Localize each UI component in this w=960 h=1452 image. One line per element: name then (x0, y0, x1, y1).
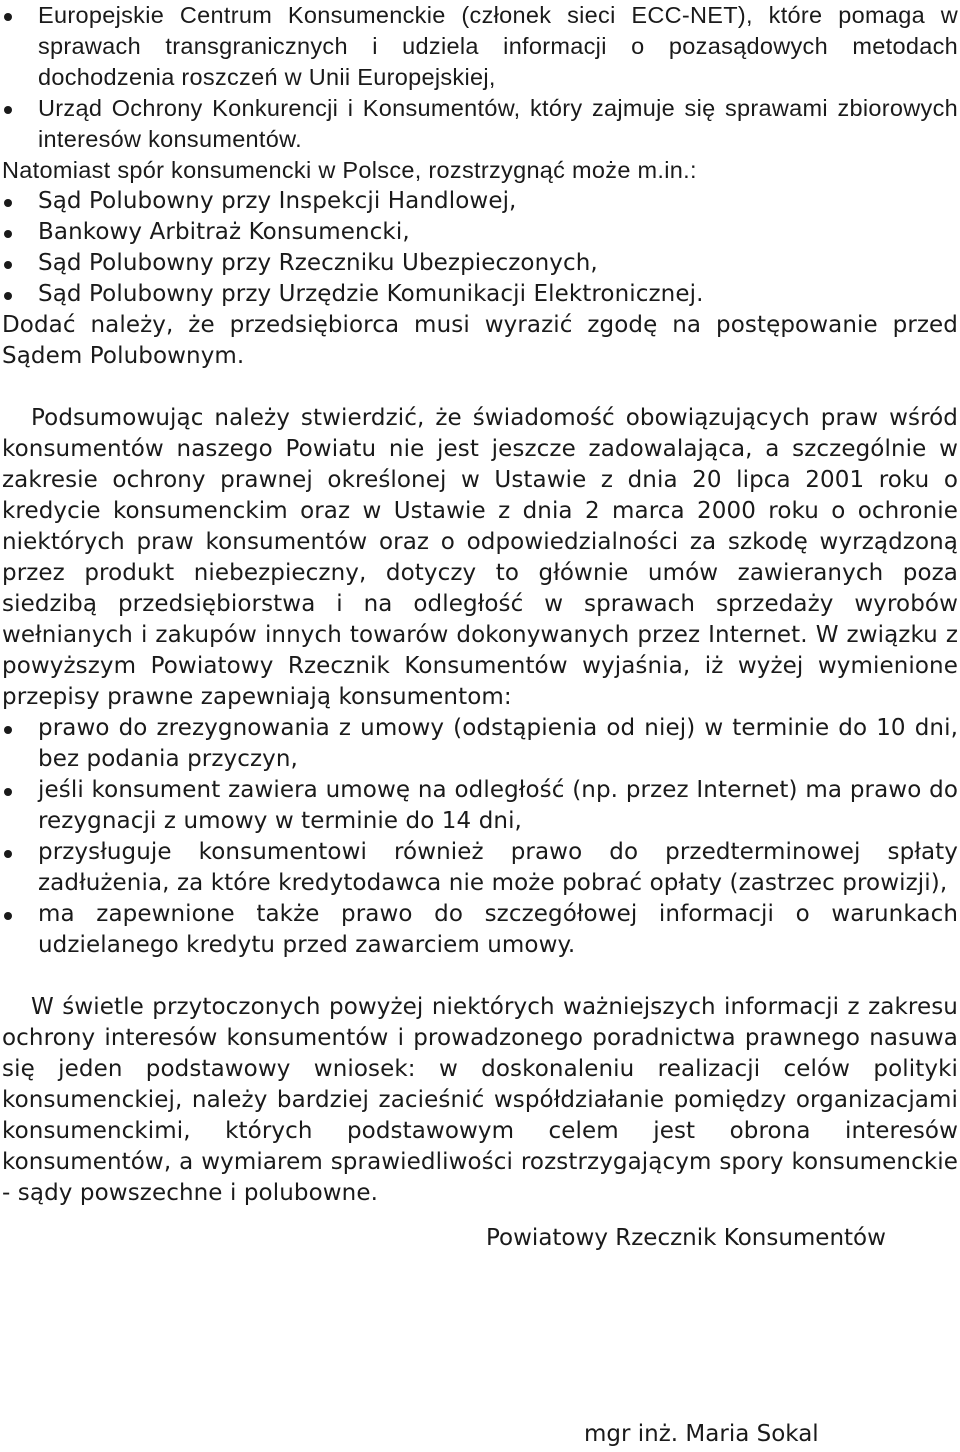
list-item: jeśli konsument zawiera umowę na odległość (np. przez Internet) ma prawo do rezygnacji z umowy w terminie do 14 dni, (2, 775, 958, 837)
courts-list (2, 186, 958, 310)
list-item: Urząd Ochrony Konkurencji i Konsumentów, który zajmuje się sprawami zbiorowych interesów konsumentów. (2, 93, 958, 155)
note-paragraph: Dodać należy, że przedsiębiorca musi wyrazić zgodę na postępowanie przed Sądem Polubownym. (2, 312, 958, 369)
rights-list (2, 713, 958, 961)
bullet-icon (4, 261, 12, 269)
bullet-icon (4, 230, 12, 238)
bullet-icon (4, 199, 12, 207)
bullet-icon (4, 13, 12, 21)
summary-paragraph: Podsumowując należy stwierdzić, że świadomość obowiązujących praw wśród konsumentów naszego Powiatu nie jest jeszcze zadowalająca, a szczególnie w zakresie ochrony prawnej określonej w Ustawie z dnia 20 lipca 2001 roku o kredycie konsumenckim oraz w Ustawie z dnia 2 marca 2000 roku o ochronie niektórych praw konsumentów oraz o odpowiedzialności za szkodę wyrządzoną przez produkt niebezpieczny, dotyczy to głównie umów zawieranych poza siedzibą przedsiębiorstwa i na odległość w sprawach sprzedaży wyrobów wełnianych i zakupów innych towarów dokonywanych przez Internet. W związku z powyższym Powiatowy Rzecznik Konsumentów wyjaśnia, iż wyżej wymienione przepisy prawne zapewniają konsumentom: (2, 405, 958, 710)
bullet-icon (4, 292, 12, 300)
bullet-icon (4, 106, 12, 114)
institutions-list (2, 0, 958, 155)
list-item: ma zapewnione także prawo do szczegółowej informacji o warunkach udzielanego kredytu przed zawarciem umowy. (2, 899, 958, 961)
list-item: Sąd Polubowny przy Inspekcji Handlowej, (2, 186, 958, 217)
bullet-icon (4, 850, 12, 858)
conclusion-paragraph: W świetle przytoczonych powyżej niektórych ważniejszych informacji z zakresu ochrony interesów konsumentów i prowadzonego poradnictwa prawnego nasuwa się jeden podstawowy wniosek: w doskonaleniu realizacji celów polityki konsumenckiej, należy bardziej zacieśnić współdziałanie pomiędzy organizacjami konsumenckimi, których podstawowym celem jest obrona interesów konsumentów, a wymiarem sprawiedliwości rozstrzygającym spory konsumenckie - sądy powszechne i polubowne. (2, 994, 958, 1206)
list-item: Bankowy Arbitraż Konsumencki, (2, 217, 958, 248)
bullet-icon (4, 788, 12, 796)
list-item: Sąd Polubowny przy Urzędzie Komunikacji Elektronicznej. (2, 279, 958, 310)
signature-name: mgr inż. Maria Sokal (584, 1421, 819, 1447)
list-item: Europejskie Centrum Konsumenckie (członek sieci ECC-NET), które pomaga w sprawach transgranicznych i udziela informacji o pozasądowych metodach dochodzenia roszczeń w Unii Europejskiej, (2, 0, 958, 93)
list-item: Sąd Polubowny przy Rzeczniku Ubezpieczonych, (2, 248, 958, 279)
list-item: prawo do zrezygnowania z umowy (odstąpienia od niej) w terminie do 10 dni, bez podania przyczyn, (2, 713, 958, 775)
bullet-icon (4, 726, 12, 734)
bullet-icon (4, 912, 12, 920)
signature-title: Powiatowy Rzecznik Konsumentów (486, 1225, 886, 1251)
list-item: przysługuje konsumentowi również prawo do przedterminowej spłaty zadłużenia, za które kredytodawca nie może pobrać opłaty (zastrzec prowizji), (2, 837, 958, 899)
intro-text: Natomiast spór konsumencki w Polsce, rozstrzygnąć może m.in.: (2, 157, 697, 183)
